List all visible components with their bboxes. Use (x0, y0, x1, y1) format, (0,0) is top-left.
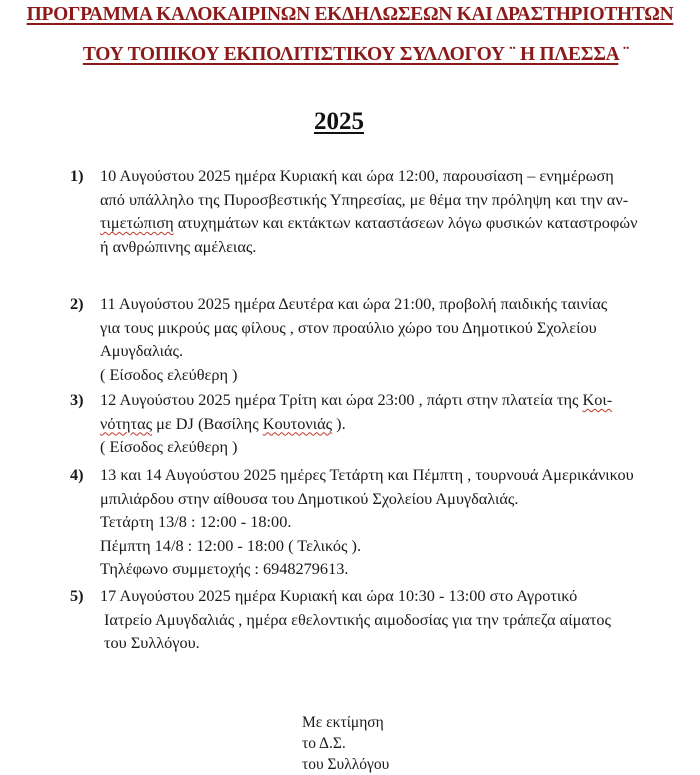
document-title-line-1 (0, 4, 700, 26)
event-line: Τηλέφωνο συμμετοχής : 6948279613. (100, 559, 349, 578)
event-line: Τετάρτη 13/8 : 12:00 - 18:00. (100, 512, 292, 531)
event-number: 3) (70, 390, 84, 409)
title-line-2-text: ΤΟΥ ΤΟΠΙΚΟΥ ΕΚΠΟΛΙΤΙΣΤΙΚΟΥ ΣΥΛΛΟΓΟΥ ¨ Η ΠΛΕΣΣΑ (82, 44, 619, 65)
document-year: 2025 (314, 108, 364, 135)
event-line: Αμυγδαλιάς. (100, 341, 184, 360)
event-number: 2) (70, 294, 84, 313)
event-line: Πέμπτη 14/8 : 12:00 - 18:00 ( Τελικός ). (100, 535, 362, 555)
event-line: ή ανθρώπινης αμέλειας. (100, 236, 257, 256)
event-number: 5) (70, 586, 84, 605)
event-item-3 (70, 388, 690, 459)
event-item-1 (70, 164, 690, 258)
event-line: 10 Αυγούστου 2025 ημέρα Κυριακή και ώρα 12:00, παρουσίαση – ενημέρωση (100, 166, 614, 185)
event-line: από υπάλληλο της Πυροσβεστικής Υπηρεσίας, με θέμα την πρόληψη και την αν- (100, 189, 629, 209)
event-item-5 (70, 584, 690, 655)
event-line: ( Είσοδος ελεύθερη ) (100, 437, 238, 456)
event-line: τιμετώπιση ατυχημάτων και εκτάκτων καταστάσεων λόγω φυσικών καταστροφών (100, 213, 638, 232)
event-line: 13 και 14 Αυγούστου 2025 ημέρες Τετάρτη και Πέμπτη , τουρνουά Αμερικάνικου (100, 465, 634, 484)
signature-line-3: του Συλλόγου (302, 756, 390, 773)
title-line-2-quote: ¨ (618, 44, 630, 65)
event-line: για τους μικρούς μας φίλους , στον προαύλιο χώρο του Δημοτικού Σχολείου (100, 317, 597, 337)
event-line: Ιατρείο Αμυγδαλιάς , ημέρα εθελοντικής αιμοδοσίας για την τράπεζα αίματος (104, 609, 611, 629)
event-item-4 (70, 463, 690, 581)
event-line: 12 Αυγούστου 2025 ημέρα Τρίτη και ώρα 23:00 , πάρτι στην πλατεία της Κοι- (100, 390, 613, 409)
event-line: του Συλλόγου. (104, 633, 200, 652)
signature-line-2: το Δ.Σ. (302, 735, 346, 752)
event-line: νότητας με DJ (Βασίλης Κουτονιάς ). (100, 413, 346, 433)
event-number: 1) (70, 166, 84, 185)
signature-line-1: Με εκτίμηση (302, 714, 384, 731)
event-line: μπιλιάρδου στην αίθουσα του Δημοτικού Σχολείου Αμυγδαλιάς. (100, 488, 519, 508)
event-line: 11 Αυγούστου 2025 ημέρα Δευτέρα και ώρα 21:00, προβολή παιδικής ταινίας (100, 294, 608, 313)
event-number: 4) (70, 465, 84, 484)
title-line-1-text: ΠΡΟΓΡΑΜΜΑ ΚΑΛΟΚΑΙΡΙΝΩΝ ΕΚΔΗΛΩΣΕΩΝ ΚΑΙ ΔΡΑΣΤΗΡΙΟΤΗΤΩΝ (26, 4, 674, 25)
event-line: 17 Αυγούστου 2025 ημέρα Κυριακή και ώρα 10:30 - 13:00 στο Αγροτικό (100, 586, 578, 605)
event-line: ( Είσοδος ελεύθερη ) (100, 364, 238, 384)
signature-block (302, 712, 389, 775)
document-title-line-2 (6, 44, 700, 66)
event-item-2 (70, 292, 690, 386)
